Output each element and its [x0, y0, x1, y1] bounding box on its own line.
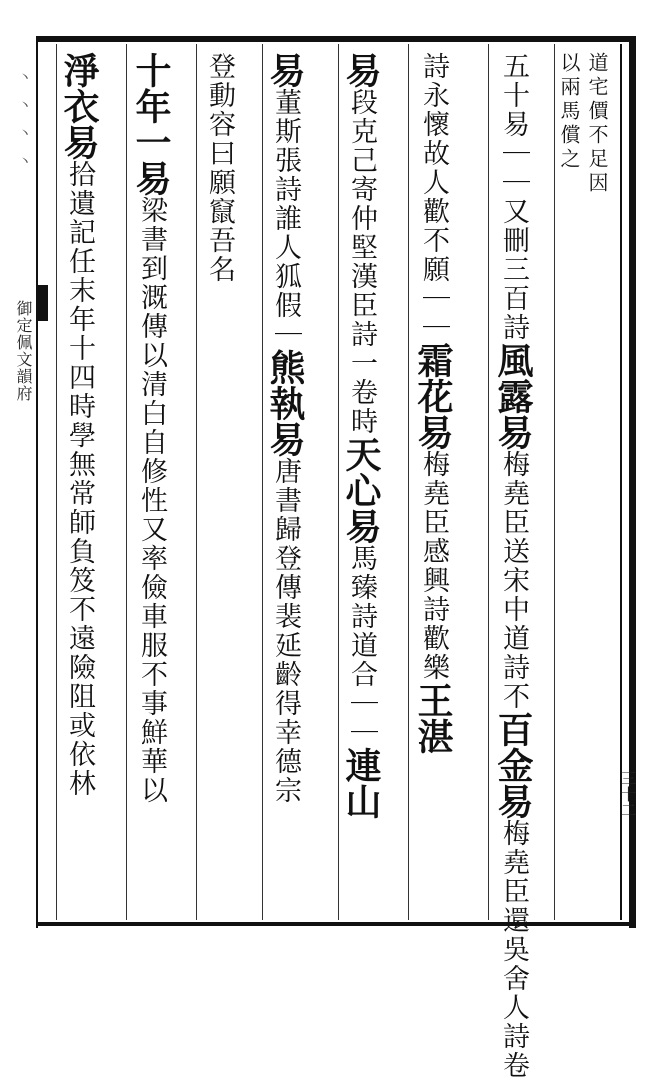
text-column-1a: 道宅價不足因: [585, 52, 609, 196]
column-rule: [126, 44, 127, 920]
text-column-3-body: 梅堯臣感興詩歡樂: [418, 450, 449, 682]
text-column-2-tail: 梅堯臣還吳舍人詩卷: [498, 819, 529, 1080]
text-column-2-body: 梅堯臣送宋中道詩不: [498, 450, 529, 711]
text-column-2: [492, 52, 534, 1080]
headword-feng-lu-yi: 風露易: [492, 342, 534, 450]
text-column-5-body: 董斯張詩誰人狐假｜: [270, 88, 301, 349]
headword-xiong-zhi-yi: 熊執易: [264, 349, 306, 457]
headword-wang-zhan: 王湛: [412, 682, 454, 754]
headword-yi-a: 易: [340, 52, 382, 88]
column-rule: [56, 44, 57, 920]
column-rule: [554, 44, 555, 920]
frame-bottom-border: [36, 922, 636, 926]
text-column-6: 登動容曰願竄吾名: [204, 52, 235, 284]
bleed-through-fragments: 丶丶丶丶: [16, 70, 32, 182]
fish-tail-mark: [38, 285, 48, 321]
column-rule: [262, 44, 263, 920]
column-rule: [338, 44, 339, 920]
text-column-4-tail: 馬臻詩道合｜｜: [346, 544, 377, 747]
spine-line: [36, 36, 38, 928]
text-column-8-body: 拾遺記任末年十四時學無常師負笈不遠險阻或依林: [64, 160, 95, 798]
text-column-4-body: 段克己寄仲堅漢臣詩一卷時: [346, 88, 377, 436]
frame-top-border: [36, 36, 636, 42]
text-column-5: [264, 52, 306, 805]
text-column-4: [340, 52, 382, 819]
text-column-1b: 以兩馬償之: [557, 52, 581, 172]
column-rule: [196, 44, 197, 920]
margin-title: 御定佩文韻府: [14, 300, 33, 402]
text-column-7: [130, 52, 172, 805]
column-rule: [408, 44, 409, 920]
text-column-3-lead: 詩永懷故人歡不願｜｜: [418, 52, 449, 342]
text-column-5-tail: 唐書歸登傳裴延齡得幸德宗: [270, 457, 301, 805]
headword-bai-jin-yi: 百金易: [492, 711, 534, 819]
text-column-8: [58, 52, 100, 798]
headword-jing-yi-yi: 淨衣易: [58, 52, 100, 160]
headword-lian-shan: 連山: [340, 747, 382, 819]
page-number: 三十二: [618, 770, 637, 818]
headword-shi-nian-yi-yi: 十年一易: [130, 52, 172, 196]
column-rule: [488, 44, 489, 920]
headword-yi-b: 易: [264, 52, 306, 88]
headword-shuang-hua-yi: 霜花易: [412, 342, 454, 450]
text-column-7-body: 梁書到溉傳以清白自修性又率儉車服不事鮮華以: [136, 196, 167, 805]
headword-tian-xin-yi: 天心易: [340, 436, 382, 544]
text-column-3: [412, 52, 454, 754]
text-column-2-lead: 五十易｜｜又刪三百詩: [498, 52, 529, 342]
